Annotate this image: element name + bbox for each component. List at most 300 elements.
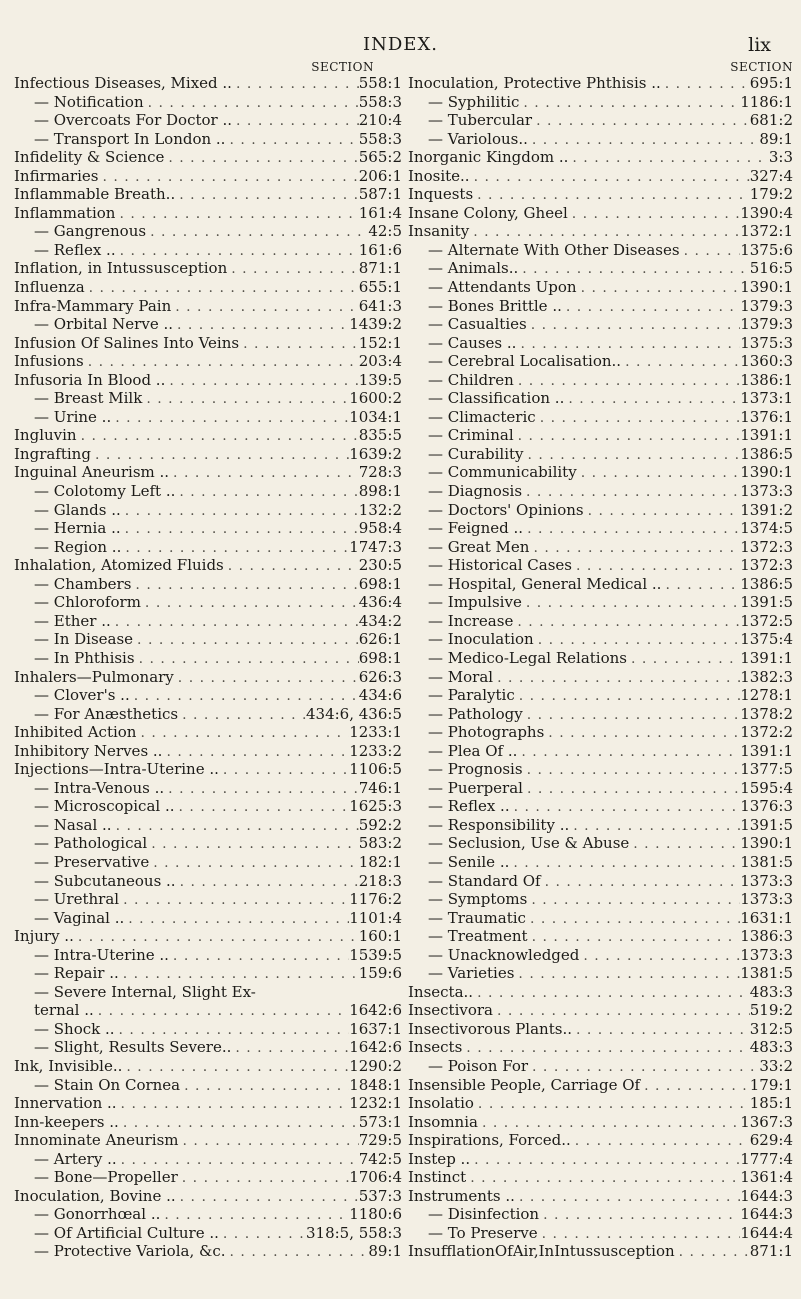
index-entry (14, 278, 402, 297)
entry-term: — Intra-Venous .. (34, 778, 165, 797)
index-entry (14, 630, 402, 649)
dot-leader (474, 1095, 750, 1113)
dot-leader (141, 594, 359, 612)
index-entry (14, 983, 402, 1002)
dot-leader (510, 798, 741, 816)
dot-leader (146, 223, 368, 241)
dot-leader (124, 910, 349, 928)
entry-section-ref: 1372:5 (740, 611, 793, 630)
entry-section-ref: 1360:3 (740, 352, 793, 371)
entry-section-ref: 1639:2 (349, 444, 402, 463)
dot-leader (176, 873, 359, 891)
dot-leader (473, 186, 750, 204)
entry-section-ref: 1374:5 (740, 519, 793, 538)
entry-term: Inoculation, Protective Phthisis .. (408, 74, 661, 92)
index-entry (14, 334, 402, 353)
index-entry (14, 890, 402, 909)
dot-leader (226, 1243, 369, 1261)
entry-section-ref: 1373:3 (740, 871, 793, 890)
entry-section-ref: 1376:3 (740, 797, 793, 816)
entry-term: — Repair .. (34, 964, 119, 983)
dot-leader (232, 112, 359, 130)
index-entry (408, 593, 793, 612)
entry-section-ref: 327:4 (749, 166, 793, 185)
dot-leader (231, 1039, 349, 1057)
index-entry (14, 389, 402, 408)
dot-leader (518, 260, 750, 278)
dot-leader (509, 854, 740, 872)
dot-leader (577, 464, 741, 482)
entry-section-ref: 698:1 (358, 648, 402, 667)
dot-leader (133, 631, 359, 649)
entry-section-ref: 1290:2 (349, 1056, 402, 1075)
entry-section-ref: 160:1 (358, 927, 402, 946)
entry-term: — Reflex .. (428, 797, 510, 816)
entry-term: — Bone—Propeller (34, 1168, 178, 1187)
entry-term: Infidelity & Science (14, 148, 165, 167)
entry-section-ref: 1101:4 (349, 908, 402, 927)
index-entry (14, 371, 402, 390)
index-entry (408, 1242, 793, 1261)
entry-section-ref: 592:2 (358, 815, 402, 834)
entry-term: — Classification .. (428, 389, 565, 408)
entry-term: Inspirations, Forced.. (408, 1131, 571, 1150)
entry-term: Infirmaries (14, 166, 99, 185)
index-entry (408, 371, 793, 390)
entry-term: Infusoria In Blood .. (14, 370, 166, 389)
index-entry (408, 760, 793, 779)
index-entry (14, 148, 402, 167)
entry-section-ref: 1391:1 (740, 648, 793, 667)
index-entry (14, 352, 402, 371)
entry-term: — Seclusion, Use & Abuse (428, 834, 630, 853)
dot-leader (117, 1151, 359, 1169)
index-entry (14, 1076, 402, 1095)
index-entry (408, 668, 793, 687)
entry-term: — Doctors' Opinions (428, 500, 584, 519)
entry-section-ref: 1382:3 (740, 667, 793, 686)
page-header (0, 34, 801, 58)
entry-section-ref: 132:2 (358, 500, 402, 519)
entry-term: — Cerebral Localisation.. (428, 352, 622, 371)
entry-section-ref: 583:2 (358, 834, 402, 853)
entry-section-ref: 1600:2 (349, 389, 402, 408)
index-entry (14, 909, 402, 928)
entry-term: — Traumatic (428, 908, 526, 927)
entry-term: — Poison For (428, 1056, 529, 1075)
entry-term: — Variolous.. (428, 129, 528, 148)
entry-section-ref: 1375:4 (740, 630, 793, 649)
entry-section-ref: 1373:3 (740, 890, 793, 909)
dot-leader (627, 650, 740, 668)
index-entry (14, 1224, 402, 1243)
entry-term: — Tubercular (428, 111, 533, 130)
index-entry (408, 612, 793, 631)
index-entry (14, 519, 402, 538)
dot-leader (462, 1039, 749, 1057)
entry-section-ref: 1706:4 (349, 1168, 402, 1187)
index-entry (14, 408, 402, 427)
index-entry (14, 593, 402, 612)
index-column-left (14, 61, 402, 1261)
entry-term: Instinct (408, 1168, 467, 1187)
entry-term: — In Disease (34, 630, 134, 649)
index-entry (408, 241, 793, 260)
entry-section-ref: 179:1 (749, 1075, 793, 1094)
entry-section-ref: 1378:2 (740, 704, 793, 723)
index-entry (408, 1094, 793, 1113)
dot-leader (111, 409, 349, 427)
dot-leader (568, 149, 768, 167)
entry-section-ref: 210:4 (358, 111, 402, 130)
dot-leader (568, 205, 740, 223)
index-entry (14, 723, 402, 742)
dot-leader (572, 557, 740, 575)
dot-leader (517, 743, 740, 761)
entry-term: — Notification (34, 92, 144, 111)
entry-term: Insecta.. (408, 982, 474, 1001)
entry-term: — Microscopical .. (34, 797, 175, 816)
entry-term: Insectivora (408, 1001, 494, 1020)
entry-section-ref: 1232:1 (349, 1094, 402, 1113)
entry-term: Ingrafting (14, 444, 91, 463)
index-entry (408, 1205, 793, 1224)
index-entry (14, 853, 402, 872)
dot-leader (564, 390, 740, 408)
entry-term: Innominate Aneurism (14, 1131, 179, 1150)
dot-leader (515, 687, 740, 705)
dot-leader (584, 502, 741, 520)
entry-section-ref: 558:1 (358, 74, 402, 92)
index-entry (14, 538, 402, 557)
entry-section-ref: 516:5 (749, 259, 793, 278)
entry-term: — Breast Milk (34, 389, 143, 408)
entry-term: — Disinfection (428, 1205, 540, 1224)
entry-term: Inflation, in Intussusception (14, 259, 228, 278)
dot-leader (526, 910, 740, 928)
dot-leader (121, 520, 359, 538)
index-entry (408, 389, 793, 408)
index-entry (408, 538, 793, 557)
entry-section-ref: 161:6 (358, 240, 402, 259)
index-entry (408, 482, 793, 501)
dot-leader (122, 1058, 349, 1076)
entry-term: — Urethral (34, 890, 120, 909)
section-column-label: SECTION (730, 60, 793, 74)
entry-section-ref: 218:3 (358, 871, 402, 890)
entry-section-ref: 681:2 (749, 111, 793, 130)
entry-term: InsufflationOfAir,InIntussusception (408, 1242, 675, 1261)
index-entry (408, 853, 793, 872)
index-entry (14, 575, 402, 594)
dot-leader (239, 335, 359, 353)
entry-term: Insectivorous Plants.. (408, 1019, 572, 1038)
dot-leader (629, 835, 740, 853)
entry-term: — Gonorrhœal .. (34, 1205, 161, 1224)
dot-leader (178, 706, 306, 724)
index-entry (408, 649, 793, 668)
index-entry (14, 130, 402, 149)
index-entry (408, 426, 793, 445)
entry-section-ref: 1180:6 (349, 1205, 402, 1224)
dot-leader (519, 94, 740, 112)
index-entry (408, 278, 793, 297)
dot-leader (164, 149, 358, 167)
index-entry (408, 964, 793, 983)
entry-term: — Attendants Upon (428, 278, 577, 297)
dot-leader (164, 780, 359, 798)
entry-section-ref: 871:1 (749, 1242, 793, 1261)
entry-term: — Vaginal .. (34, 908, 125, 927)
entry-term: Insomnia (408, 1112, 478, 1131)
index-entry (14, 1057, 402, 1076)
entry-section-ref: 1386:3 (740, 927, 793, 946)
index-entry (408, 222, 793, 241)
entry-section-ref: 436:4 (358, 593, 402, 612)
dot-leader (577, 279, 741, 297)
entry-section-ref: 626:1 (358, 630, 402, 649)
entry-term: Insects (408, 1038, 463, 1057)
dot-leader (470, 168, 750, 186)
index-entry (14, 463, 402, 482)
index-entry (14, 556, 402, 575)
entry-term: — Standard Of (428, 871, 541, 890)
entry-term: Infusions (14, 352, 84, 371)
entry-term: — Plea Of .. (428, 741, 518, 760)
index-entry (408, 575, 793, 594)
dot-leader (77, 427, 359, 445)
entry-term: — Bones Brittle .. (428, 296, 562, 315)
entry-section-ref: 203:4 (358, 352, 402, 371)
entry-section-ref: 519:2 (749, 1001, 793, 1020)
index-entry (408, 204, 793, 223)
entry-term: — Chambers (34, 574, 132, 593)
index-entry (408, 779, 793, 798)
index-entry (14, 297, 402, 316)
entry-section-ref: 3:3 (768, 148, 793, 167)
entry-section-ref: 629:4 (749, 1131, 793, 1150)
index-entry (408, 742, 793, 761)
dot-leader (130, 687, 359, 705)
entry-section-ref: 1034:1 (349, 407, 402, 426)
entry-term: — Region .. (34, 537, 122, 556)
entry-section-ref: 1848:1 (349, 1075, 402, 1094)
entry-term: — Symptoms (428, 890, 528, 909)
index-entry (408, 816, 793, 835)
dot-leader (493, 1002, 750, 1020)
index-entry-list (408, 74, 793, 1261)
entry-section-ref: 573:1 (358, 1112, 402, 1131)
entry-section-ref: 483:3 (749, 982, 793, 1001)
index-entry (408, 946, 793, 965)
index-entry (14, 167, 402, 186)
dot-leader (115, 205, 358, 223)
entry-term: — Communicability (428, 463, 577, 482)
dot-leader (680, 242, 741, 260)
entry-term: — Pathology (428, 704, 523, 723)
dot-leader (621, 353, 740, 371)
index-entry (408, 1020, 793, 1039)
index-entry (408, 797, 793, 816)
entry-section-ref: 1367:3 (740, 1112, 793, 1131)
dot-leader (219, 761, 349, 779)
entry-term: — Senile .. (428, 852, 510, 871)
index-entry (408, 705, 793, 724)
entry-section-ref: 1186:1 (740, 92, 793, 111)
index-entry (14, 927, 402, 946)
index-entry (14, 501, 402, 520)
entry-term: — Feigned .. (428, 519, 524, 538)
entry-term: Inhalers—Pulmonary (14, 667, 174, 686)
entry-term: — Photographs (428, 723, 545, 742)
entry-term: — Great Men (428, 537, 530, 556)
dot-leader (515, 1188, 740, 1206)
entry-term: Injections—Intra-Uterine .. (14, 760, 219, 779)
entry-section-ref: 537:3 (358, 1186, 402, 1205)
entry-term: — Nasal .. (34, 815, 112, 834)
dot-leader (175, 186, 359, 204)
dot-leader (569, 817, 740, 835)
entry-term: — Intra-Uterine .. (34, 945, 169, 964)
entry-section-ref: 1375:6 (740, 240, 793, 259)
entry-section-ref: 1106:5 (349, 760, 402, 779)
dot-leader (571, 1132, 750, 1150)
entry-section-ref: 742:5 (358, 1149, 402, 1168)
index-entry (408, 259, 793, 278)
dot-leader (524, 446, 741, 464)
entry-section-ref: 1379:3 (740, 296, 793, 315)
entry-section-ref: 434:2 (358, 611, 402, 630)
dot-leader (514, 965, 740, 983)
entry-term: — Impulsive (428, 593, 522, 612)
entry-term: — Hospital, General Medical .. (428, 574, 662, 593)
entry-term: — Orbital Nerve .. (34, 315, 173, 334)
entry-term: — Shock .. (34, 1019, 115, 1038)
index-entry (14, 1001, 402, 1020)
entry-section-ref: 89:1 (759, 129, 793, 148)
dot-leader (224, 557, 359, 575)
entry-section-ref: 1391:1 (740, 741, 793, 760)
dot-leader (523, 706, 740, 724)
entry-term: — Severe Internal, Slight Ex- (34, 982, 256, 1001)
index-entry (408, 519, 793, 538)
dot-leader (111, 613, 359, 631)
entry-section-ref: 89:1 (368, 1242, 402, 1261)
dot-leader (523, 761, 741, 779)
entry-section-ref: 1595:4 (740, 778, 793, 797)
dot-leader (171, 298, 359, 316)
entry-term: — Paralytic (428, 686, 515, 705)
dot-leader (119, 1114, 359, 1132)
index-entry (408, 909, 793, 928)
index-entry (14, 760, 402, 779)
entry-term: Inhibited Action (14, 723, 137, 742)
index-entry (14, 1020, 402, 1039)
index-entry (14, 111, 402, 130)
dot-leader (514, 427, 741, 445)
index-entry (14, 946, 402, 965)
entry-section-ref: 1777:4 (740, 1149, 793, 1168)
entry-section-ref: 159:6 (358, 964, 402, 983)
index-entry (408, 93, 793, 112)
entry-term: — Slight, Results Severe.. (34, 1038, 232, 1057)
page-title: INDEX. (363, 34, 438, 55)
entry-section-ref: 1625:3 (349, 797, 402, 816)
dot-leader (142, 390, 349, 408)
index-entry (408, 1187, 793, 1206)
entry-section-ref: 695:1 (749, 74, 793, 92)
entry-term: — Medico-Legal Relations (428, 648, 627, 667)
entry-section-ref: 1390:4 (740, 203, 793, 222)
entry-term: — Historical Cases (428, 556, 572, 575)
index-entry (14, 1205, 402, 1224)
dot-leader (529, 539, 740, 557)
dot-leader (640, 1077, 750, 1095)
index-entry (408, 1057, 793, 1076)
section-column-label: SECTION (311, 60, 374, 74)
entry-section-ref: 1391:5 (740, 593, 793, 612)
entry-term: — Glands .. (34, 500, 121, 519)
dot-leader (136, 724, 349, 742)
dot-leader (473, 984, 750, 1002)
entry-section-ref: 1637:1 (349, 1019, 402, 1038)
index-entry (408, 723, 793, 742)
dot-leader (466, 1169, 740, 1187)
entry-term: — Reflex .. (34, 240, 116, 259)
index-entry (14, 742, 402, 761)
index-entry (408, 1113, 793, 1132)
index-entry (14, 1187, 402, 1206)
index-entry (14, 872, 402, 891)
index-column-right (408, 61, 793, 1261)
entry-section-ref: 1391:5 (740, 815, 793, 834)
dot-leader (85, 279, 359, 297)
dot-leader (527, 891, 740, 909)
entry-section-ref: 185:1 (749, 1094, 793, 1113)
index-entry (408, 834, 793, 853)
entry-section-ref: 1372:3 (740, 537, 793, 556)
entry-section-ref: 1361:4 (740, 1168, 793, 1187)
index-entry (408, 185, 793, 204)
entry-term: — Increase (428, 611, 514, 630)
entry-section-ref: 318:5, 558:3 (306, 1223, 402, 1242)
dot-leader (91, 446, 349, 464)
dot-leader (534, 631, 741, 649)
entry-section-ref: 182:1 (358, 852, 402, 871)
dot-leader (169, 947, 349, 965)
index-entry (14, 445, 402, 464)
dot-leader (119, 965, 359, 983)
index-entry (14, 204, 402, 223)
dot-leader (162, 743, 349, 761)
entry-term: Inosite.. (408, 166, 470, 185)
index-entry (408, 872, 793, 891)
entry-section-ref: 1539:5 (349, 945, 402, 964)
entry-term: Insane Colony, Gheel (408, 203, 568, 222)
entry-section-ref: 558:3 (358, 129, 402, 148)
entry-term: — Animals.. (428, 259, 519, 278)
dot-leader (84, 353, 359, 371)
dot-leader (522, 483, 740, 501)
entry-section-ref: 1391:2 (740, 500, 793, 519)
index-entry (14, 1094, 402, 1113)
entry-section-ref: 1390:1 (740, 463, 793, 482)
dot-leader (174, 669, 359, 687)
dot-leader (149, 854, 359, 872)
entry-section-ref: 33:2 (759, 1056, 793, 1075)
index-entry (14, 315, 402, 334)
entry-term: — Urine .. (34, 407, 112, 426)
